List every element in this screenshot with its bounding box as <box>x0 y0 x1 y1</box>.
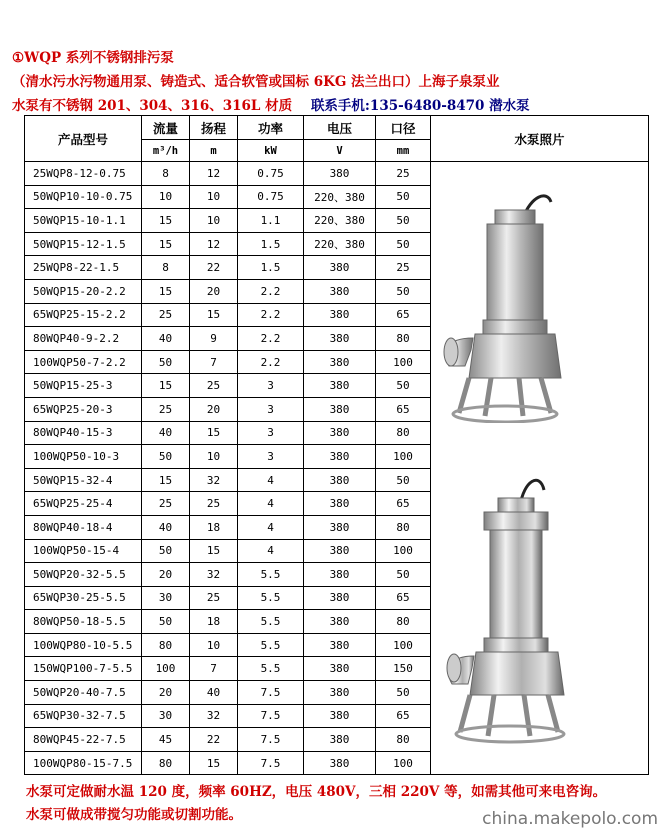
cell-head: 7 <box>190 657 238 681</box>
header-line-2: （清水污水污物通用泵、铸造式、适合软管或国标 6KG 法兰出口）上海子泉泵业 <box>12 74 500 90</box>
cell-caliber: 50 <box>376 279 431 303</box>
cell-head: 25 <box>190 586 238 610</box>
cell-flow: 20 <box>142 681 190 705</box>
cell-flow: 100 <box>142 657 190 681</box>
cell-caliber: 65 <box>376 704 431 728</box>
header-line-3 <box>12 94 530 114</box>
cell-model: 100WQP80-10-5.5 <box>25 633 142 657</box>
header-photo: 水泵照片 <box>431 116 649 162</box>
table-row <box>25 162 649 186</box>
cell-model: 65WQP30-25-5.5 <box>25 586 142 610</box>
cell-flow: 40 <box>142 515 190 539</box>
cell-model: 65WQP25-20-3 <box>25 397 142 421</box>
cell-voltage: 380 <box>304 728 376 752</box>
cell-model: 50WQP15-12-1.5 <box>25 232 142 256</box>
cell-caliber: 65 <box>376 397 431 421</box>
cell-model: 65WQP25-15-2.2 <box>25 303 142 327</box>
cell-power: 3 <box>238 421 304 445</box>
unit-caliber: mm <box>376 140 431 162</box>
cell-head: 12 <box>190 162 238 186</box>
cell-head: 25 <box>190 492 238 516</box>
cell-model: 25WQP8-22-1.5 <box>25 256 142 280</box>
cell-model: 80WQP40-9-2.2 <box>25 327 142 351</box>
cell-voltage: 380 <box>304 468 376 492</box>
cell-flow: 25 <box>142 492 190 516</box>
pump-photo-1 <box>435 188 575 423</box>
cell-head: 9 <box>190 327 238 351</box>
cell-voltage: 380 <box>304 633 376 657</box>
cell-flow: 15 <box>142 232 190 256</box>
cell-caliber: 50 <box>376 681 431 705</box>
cell-head: 18 <box>190 610 238 634</box>
cell-power: 5.5 <box>238 633 304 657</box>
cell-flow: 30 <box>142 704 190 728</box>
cell-head: 15 <box>190 303 238 327</box>
cell-head: 22 <box>190 256 238 280</box>
cell-flow: 50 <box>142 610 190 634</box>
cell-voltage: 380 <box>304 327 376 351</box>
cell-flow: 15 <box>142 279 190 303</box>
cell-voltage: 380 <box>304 374 376 398</box>
cell-flow: 40 <box>142 421 190 445</box>
cell-head: 15 <box>190 421 238 445</box>
cell-power: 5.5 <box>238 657 304 681</box>
cell-power: 7.5 <box>238 728 304 752</box>
cell-power: 4 <box>238 468 304 492</box>
cell-caliber: 50 <box>376 374 431 398</box>
cell-head: 15 <box>190 751 238 775</box>
cell-power: 2.2 <box>238 327 304 351</box>
cell-voltage: 380 <box>304 279 376 303</box>
cell-power: 0.75 <box>238 185 304 209</box>
header-voltage: 电压 <box>304 116 376 140</box>
cell-model: 80WQP50-18-5.5 <box>25 610 142 634</box>
cell-voltage: 380 <box>304 563 376 587</box>
cell-head: 7 <box>190 350 238 374</box>
cell-head: 15 <box>190 539 238 563</box>
cell-flow: 25 <box>142 397 190 421</box>
header-model: 产品型号 <box>25 116 142 162</box>
cell-voltage: 380 <box>304 681 376 705</box>
header-caliber: 口径 <box>376 116 431 140</box>
cell-model: 65WQP25-25-4 <box>25 492 142 516</box>
cell-power: 0.75 <box>238 162 304 186</box>
cell-flow: 50 <box>142 350 190 374</box>
cell-caliber: 50 <box>376 209 431 233</box>
header-flow: 流量 <box>142 116 190 140</box>
cell-model: 50WQP20-32-5.5 <box>25 563 142 587</box>
cell-head: 32 <box>190 468 238 492</box>
cell-head: 10 <box>190 185 238 209</box>
cell-power: 5.5 <box>238 610 304 634</box>
cell-power: 4 <box>238 492 304 516</box>
cell-head: 10 <box>190 633 238 657</box>
cell-power: 5.5 <box>238 586 304 610</box>
cell-flow: 50 <box>142 445 190 469</box>
cell-caliber: 100 <box>376 350 431 374</box>
cell-voltage: 220、380 <box>304 232 376 256</box>
cell-voltage: 380 <box>304 539 376 563</box>
cell-power: 3 <box>238 445 304 469</box>
cell-flow: 15 <box>142 374 190 398</box>
cell-voltage: 380 <box>304 256 376 280</box>
cell-voltage: 380 <box>304 515 376 539</box>
cell-model: 50WQP20-40-7.5 <box>25 681 142 705</box>
cell-power: 3 <box>238 397 304 421</box>
cell-head: 25 <box>190 374 238 398</box>
cell-flow: 15 <box>142 209 190 233</box>
cell-voltage: 380 <box>304 657 376 681</box>
cell-power: 2.2 <box>238 279 304 303</box>
cell-power: 7.5 <box>238 704 304 728</box>
cell-caliber: 100 <box>376 751 431 775</box>
cell-flow: 20 <box>142 563 190 587</box>
cell-caliber: 65 <box>376 586 431 610</box>
cell-caliber: 80 <box>376 421 431 445</box>
cell-caliber: 50 <box>376 185 431 209</box>
cell-power: 7.5 <box>238 681 304 705</box>
cell-caliber: 150 <box>376 657 431 681</box>
cell-model: 150WQP100-7-5.5 <box>25 657 142 681</box>
header-head: 扬程 <box>190 116 238 140</box>
cell-voltage: 220、380 <box>304 209 376 233</box>
footer-line-1: 水泵可定做耐水温 120 度，频率 60HZ，电压 480V，三相 220V 等，如需其他可来电咨询。 <box>26 784 607 800</box>
cell-model: 80WQP40-15-3 <box>25 421 142 445</box>
cell-caliber: 80 <box>376 728 431 752</box>
cell-head: 40 <box>190 681 238 705</box>
cell-voltage: 380 <box>304 350 376 374</box>
cell-caliber: 80 <box>376 327 431 351</box>
cell-head: 32 <box>190 704 238 728</box>
cell-flow: 30 <box>142 586 190 610</box>
cell-flow: 10 <box>142 185 190 209</box>
cell-caliber: 100 <box>376 539 431 563</box>
unit-head: m <box>190 140 238 162</box>
cell-caliber: 50 <box>376 468 431 492</box>
cell-caliber: 65 <box>376 492 431 516</box>
cell-model: 80WQP45-22-7.5 <box>25 728 142 752</box>
unit-flow: m³/h <box>142 140 190 162</box>
cell-power: 7.5 <box>238 751 304 775</box>
cell-model: 50WQP15-10-1.1 <box>25 209 142 233</box>
cell-voltage: 220、380 <box>304 185 376 209</box>
unit-power: kW <box>238 140 304 162</box>
cell-flow: 80 <box>142 751 190 775</box>
cell-power: 1.5 <box>238 256 304 280</box>
cell-power: 1.1 <box>238 209 304 233</box>
unit-voltage: V <box>304 140 376 162</box>
cell-caliber: 25 <box>376 162 431 186</box>
cell-caliber: 25 <box>376 256 431 280</box>
cell-caliber: 50 <box>376 232 431 256</box>
cell-head: 20 <box>190 397 238 421</box>
cell-power: 3 <box>238 374 304 398</box>
cell-model: 50WQP15-32-4 <box>25 468 142 492</box>
cell-model: 100WQP50-15-4 <box>25 539 142 563</box>
cell-voltage: 380 <box>304 397 376 421</box>
cell-voltage: 380 <box>304 421 376 445</box>
cell-head: 22 <box>190 728 238 752</box>
cell-caliber: 50 <box>376 563 431 587</box>
cell-power: 5.5 <box>238 563 304 587</box>
cell-voltage: 380 <box>304 303 376 327</box>
header-line-1: ①WQP 系列不锈钢排污泵 <box>12 50 174 66</box>
cell-voltage: 380 <box>304 492 376 516</box>
cell-power: 2.2 <box>238 350 304 374</box>
cell-model: 100WQP50-10-3 <box>25 445 142 469</box>
watermark: china.makepolo.com <box>482 809 658 829</box>
contact-phone: 联系手机:135-6480-8470 潜水泵 <box>310 98 530 114</box>
cell-power: 4 <box>238 515 304 539</box>
cell-power: 1.5 <box>238 232 304 256</box>
cell-voltage: 380 <box>304 162 376 186</box>
material-note: 水泵有不锈钢 201、304、316、316L 材质 <box>12 98 293 114</box>
cell-flow: 50 <box>142 539 190 563</box>
cell-flow: 80 <box>142 633 190 657</box>
cell-head: 32 <box>190 563 238 587</box>
cell-flow: 45 <box>142 728 190 752</box>
cell-voltage: 380 <box>304 445 376 469</box>
cell-head: 12 <box>190 232 238 256</box>
cell-model: 25WQP8-12-0.75 <box>25 162 142 186</box>
cell-flow: 8 <box>142 256 190 280</box>
cell-flow: 15 <box>142 468 190 492</box>
cell-model: 100WQP50-7-2.2 <box>25 350 142 374</box>
cell-caliber: 80 <box>376 610 431 634</box>
cell-power: 2.2 <box>238 303 304 327</box>
cell-voltage: 380 <box>304 751 376 775</box>
cell-flow: 25 <box>142 303 190 327</box>
cell-flow: 40 <box>142 327 190 351</box>
cell-model: 65WQP30-32-7.5 <box>25 704 142 728</box>
cell-model: 50WQP15-20-2.2 <box>25 279 142 303</box>
cell-voltage: 380 <box>304 704 376 728</box>
cell-model: 80WQP40-18-4 <box>25 515 142 539</box>
cell-caliber: 100 <box>376 633 431 657</box>
pump-photo-2 <box>440 470 580 745</box>
cell-model: 50WQP15-25-3 <box>25 374 142 398</box>
cell-head: 18 <box>190 515 238 539</box>
footer-line-2: 水泵可做成带搅匀功能或切割功能。 <box>26 807 242 823</box>
cell-model: 100WQP80-15-7.5 <box>25 751 142 775</box>
header-power: 功率 <box>238 116 304 140</box>
cell-caliber: 65 <box>376 303 431 327</box>
cell-head: 10 <box>190 209 238 233</box>
cell-flow: 8 <box>142 162 190 186</box>
cell-power: 4 <box>238 539 304 563</box>
cell-model: 50WQP10-10-0.75 <box>25 185 142 209</box>
cell-caliber: 100 <box>376 445 431 469</box>
cell-caliber: 80 <box>376 515 431 539</box>
cell-voltage: 380 <box>304 586 376 610</box>
cell-head: 20 <box>190 279 238 303</box>
cell-voltage: 380 <box>304 610 376 634</box>
cell-head: 10 <box>190 445 238 469</box>
